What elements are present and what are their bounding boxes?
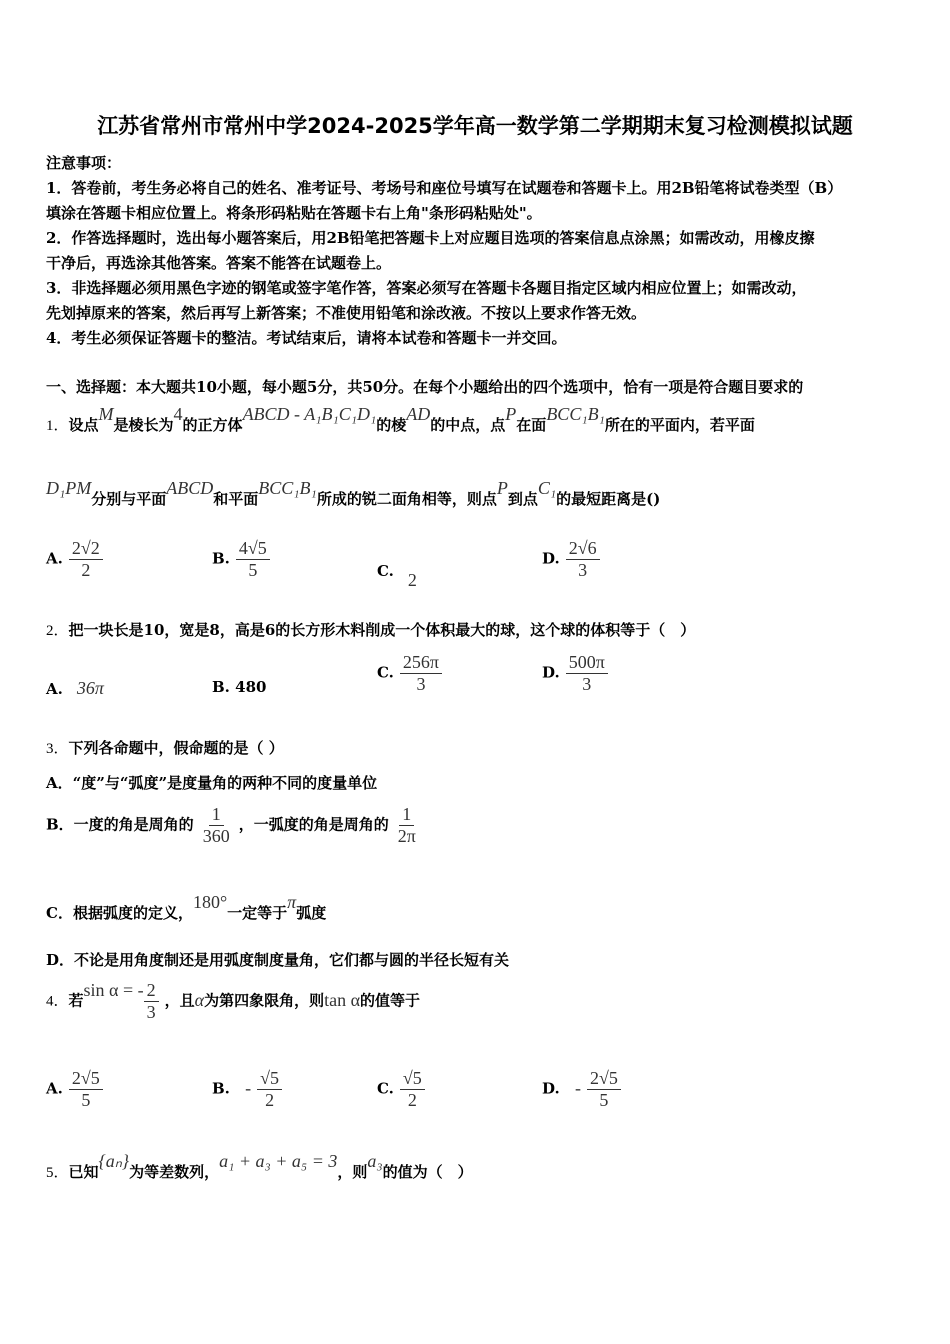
denominator: 3 bbox=[578, 560, 588, 580]
math: sin α = - bbox=[83, 979, 144, 1000]
text: 到点 bbox=[507, 490, 538, 508]
math: P bbox=[496, 478, 508, 498]
numerator: 256π bbox=[400, 652, 442, 674]
fraction bbox=[566, 652, 608, 695]
question-5 bbox=[46, 1151, 473, 1182]
page-title: 江苏省常州市常州中学2024-2025学年高一数学第二学期期末复习检测模拟试题 bbox=[97, 114, 853, 138]
option-label: A. bbox=[46, 1079, 63, 1098]
text: 下列各命题中，假命题的是（ ） bbox=[68, 739, 284, 757]
option-label: A. bbox=[46, 549, 63, 568]
text: 所在的平面内，若平面 bbox=[604, 416, 755, 434]
fraction bbox=[400, 1068, 425, 1111]
option-label: C. bbox=[377, 663, 394, 682]
numerator: 1 bbox=[209, 804, 224, 826]
option-label: C. bbox=[377, 1079, 394, 1098]
note-line: 先划掉原来的答案，然后再写上新答案；不准使用铅笔和涂改液。不按以上要求作答无效。 bbox=[46, 304, 647, 322]
math: tan α bbox=[324, 989, 361, 1010]
q4-option-d bbox=[542, 1068, 627, 1111]
q1-option-b bbox=[212, 538, 276, 581]
numerator: 2√2 bbox=[69, 538, 103, 560]
section-heading: 一、选择题：本大题共10小题，每小题5分，共50分。在每个小题给出的四个选项中，恰有一项是符合题目要求的 bbox=[46, 378, 804, 396]
math: 180° bbox=[192, 892, 228, 912]
text: 是棱长为 bbox=[113, 416, 174, 434]
q2-option-b bbox=[212, 678, 266, 696]
note-line: 1．答卷前，考生务必将自己的姓名、准考证号、考场号和座位号填写在试题卷和答题卡上。用2B铅笔将试卷类型（B） bbox=[46, 179, 843, 197]
fraction bbox=[69, 538, 103, 581]
math: ABCD bbox=[166, 478, 214, 498]
math: BCC₁B₁ bbox=[258, 478, 317, 498]
sign: - bbox=[245, 1077, 252, 1098]
text: 弧度 bbox=[296, 904, 327, 922]
text: 在面 bbox=[516, 416, 547, 434]
text: ，则 bbox=[337, 1163, 368, 1181]
math: AD bbox=[406, 404, 431, 424]
numerator: 2 bbox=[144, 980, 159, 1002]
numerator: 2√5 bbox=[69, 1068, 103, 1090]
question-number: 4． bbox=[46, 993, 69, 1010]
fraction bbox=[587, 1068, 621, 1111]
text: ，且 bbox=[164, 991, 195, 1010]
option-label: B. bbox=[212, 678, 230, 696]
math: π bbox=[287, 892, 297, 912]
fraction bbox=[400, 652, 442, 695]
fraction bbox=[144, 980, 159, 1023]
text: 的值为（ ） bbox=[382, 1163, 473, 1181]
numerator: 1 bbox=[399, 804, 414, 826]
denominator: 3 bbox=[416, 674, 426, 694]
text: 已知 bbox=[68, 1163, 99, 1181]
text: 的最短距离是() bbox=[556, 490, 661, 508]
numerator: √5 bbox=[400, 1068, 425, 1090]
q2-option-c bbox=[377, 652, 448, 695]
math: 4 bbox=[173, 404, 183, 424]
q1-option-a bbox=[46, 538, 109, 581]
q3-option-a: A．“度”与“弧度”是度量角的两种不同的度量单位 bbox=[46, 774, 378, 792]
denominator: 2 bbox=[407, 1090, 417, 1110]
question-1-line-1 bbox=[46, 404, 755, 435]
numerator: 2√6 bbox=[566, 538, 600, 560]
numerator: √5 bbox=[257, 1068, 282, 1090]
q4-option-a bbox=[46, 1068, 109, 1111]
text: 为第四象限角，则 bbox=[204, 991, 325, 1010]
denominator: 2 bbox=[265, 1090, 275, 1110]
q4-option-c bbox=[377, 1068, 431, 1111]
q2-option-d bbox=[542, 652, 614, 695]
math: 2 bbox=[407, 570, 417, 590]
fraction bbox=[566, 538, 600, 581]
fraction bbox=[236, 538, 270, 581]
q4-option-b bbox=[212, 1068, 288, 1111]
question-number: 3． bbox=[46, 741, 69, 757]
note-line: 4．考生必须保证答题卡的整洁。考试结束后，请将本试卷和答题卡一并交回。 bbox=[46, 329, 567, 347]
fraction bbox=[200, 804, 233, 847]
numerator: 500π bbox=[566, 652, 608, 674]
note-line: 填涂在答题卡相应位置上。将条形码粘贴在答题卡右上角"条形码粘贴处"。 bbox=[46, 204, 542, 222]
math: D₁PM bbox=[46, 478, 92, 498]
text: 的值等于 bbox=[360, 991, 421, 1010]
text: 的棱 bbox=[376, 416, 407, 434]
math: 36π bbox=[76, 678, 104, 698]
option-label: B. bbox=[212, 1079, 230, 1098]
question-number: 2． bbox=[46, 623, 69, 639]
text: 和平面 bbox=[213, 490, 259, 508]
q1-option-d bbox=[542, 538, 606, 581]
question-number: 1． bbox=[46, 418, 69, 434]
fraction bbox=[69, 1068, 103, 1111]
fraction bbox=[395, 804, 419, 847]
q1-option-c bbox=[377, 560, 417, 590]
question-1-line-2 bbox=[46, 478, 661, 509]
math: a₁ + a₃ + a₅ = 3 bbox=[219, 1151, 338, 1171]
question-2 bbox=[46, 619, 695, 640]
sign: - bbox=[574, 1077, 581, 1098]
question-number: 5． bbox=[46, 1165, 69, 1181]
math: a₃ bbox=[367, 1151, 383, 1171]
option-label: D. bbox=[542, 1079, 560, 1098]
denominator: 2 bbox=[81, 560, 91, 580]
denominator: 5 bbox=[248, 560, 258, 580]
option-label: B. bbox=[212, 549, 230, 568]
question-4 bbox=[46, 980, 420, 1023]
option-value: 480 bbox=[235, 678, 267, 696]
math: BCC₁B₁ bbox=[546, 404, 605, 424]
text: C．根据弧度的定义， bbox=[46, 904, 193, 922]
text: 一定等于 bbox=[227, 904, 288, 922]
option-label: D. bbox=[542, 663, 560, 682]
denominator: 2π bbox=[397, 826, 416, 846]
text: 分别与平面 bbox=[91, 490, 167, 508]
option-label: C. bbox=[377, 562, 394, 580]
text: B．一度的角是周角的 bbox=[46, 815, 194, 834]
q3-option-c bbox=[46, 892, 327, 923]
numerator: 2√5 bbox=[587, 1068, 621, 1090]
text: 的中点，点 bbox=[430, 416, 506, 434]
text: 设点 bbox=[68, 416, 99, 434]
text: 为等差数列， bbox=[129, 1163, 220, 1181]
note-line: 干净后，再选涂其他答案。答案不能答在试题卷上。 bbox=[46, 254, 392, 272]
question-3 bbox=[46, 737, 284, 758]
text: 的正方体 bbox=[182, 416, 243, 434]
text: 若 bbox=[68, 991, 84, 1010]
denominator: 360 bbox=[202, 826, 230, 846]
math: P bbox=[505, 404, 517, 424]
text: 所成的锐二面角相等，则点 bbox=[316, 490, 497, 508]
option-label: D. bbox=[542, 549, 560, 568]
note-line: 3．非选择题必须用黑色字迹的钢笔或签字笔作答，答案必须写在答题卡各题目指定区域内相应位置上；如需改动， bbox=[46, 279, 807, 297]
note-line: 2．作答选择题时，选出每小题答案后，用2B铅笔把答题卡上对应题目选项的答案信息点涂黑；如需改动，用橡皮擦 bbox=[46, 229, 815, 247]
q3-option-d: D．不论是用角度制还是用弧度制度量角，它们都与圆的半径长短有关 bbox=[46, 951, 510, 969]
denominator: 5 bbox=[599, 1090, 609, 1110]
option-label: A. bbox=[46, 680, 63, 698]
text: ，一弧度的角是周角的 bbox=[238, 815, 389, 834]
denominator: 3 bbox=[582, 674, 592, 694]
q3-option-b bbox=[46, 804, 425, 847]
text: 把一块长是10，宽是8，高是6的长方形木料削成一个体积最大的球，这个球的体积等于（ ） bbox=[68, 621, 696, 639]
q2-option-a bbox=[46, 678, 104, 699]
denominator: 3 bbox=[146, 1002, 156, 1022]
math: C₁ bbox=[537, 478, 557, 498]
math: M bbox=[98, 404, 114, 424]
math: {aₙ} bbox=[98, 1151, 130, 1171]
denominator: 5 bbox=[81, 1090, 91, 1110]
math: ABCD - A₁B₁C₁D₁ bbox=[242, 404, 377, 424]
math: α bbox=[194, 989, 205, 1010]
fraction bbox=[257, 1068, 282, 1111]
notes-heading: 注意事项： bbox=[46, 154, 122, 172]
numerator: 4√5 bbox=[236, 538, 270, 560]
